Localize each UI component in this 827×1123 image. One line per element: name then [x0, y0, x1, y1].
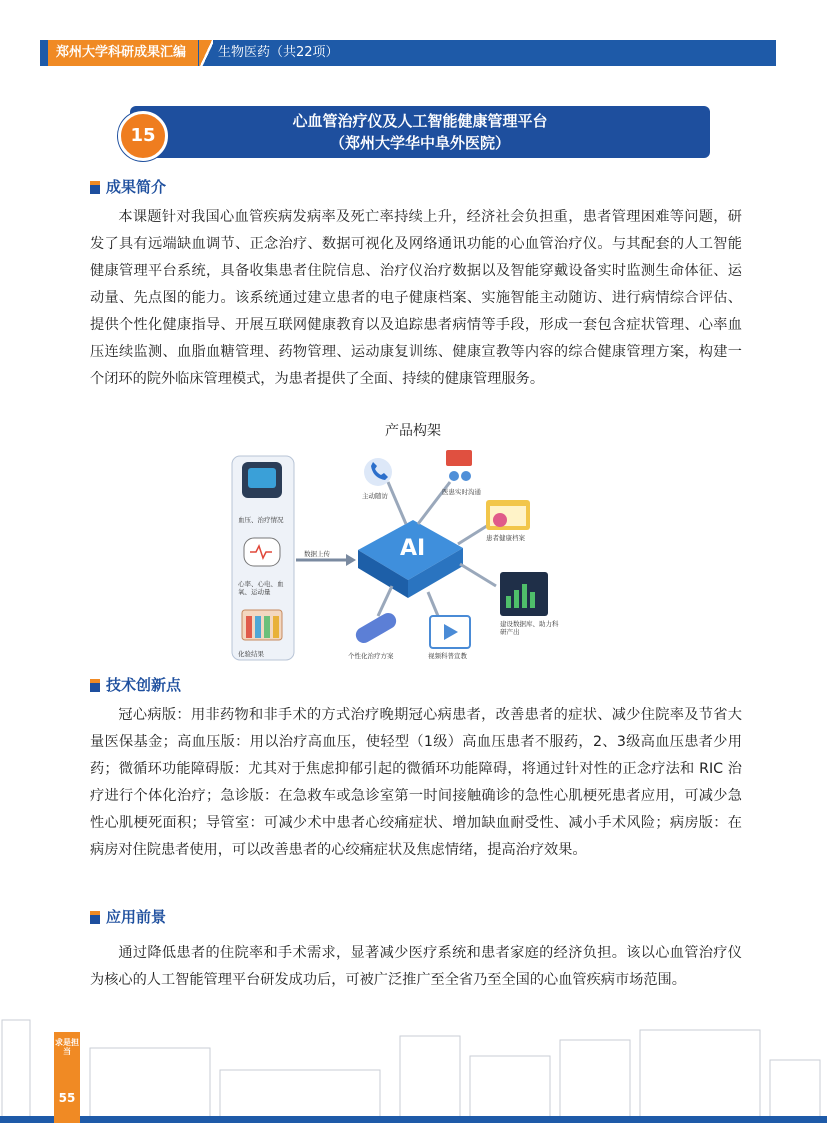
label-heart-rate: 心率、心电、血氧、运动量 — [238, 580, 284, 596]
title-line-1: 心血管治疗仪及人工智能健康管理平台 — [292, 112, 548, 130]
university-motto: 求是担当 — [55, 1038, 79, 1056]
section-marker-icon — [90, 679, 100, 692]
label-database: 建设数据库、助力科研产出 — [500, 620, 559, 636]
label-active-followup: 主动随访 — [362, 492, 388, 500]
title-line-2: （郑州大学华中阜外医院） — [329, 134, 510, 152]
header-publication-title: 郑州大学科研成果汇编 — [48, 40, 198, 66]
section-heading-intro — [90, 176, 166, 197]
section-heading-innovation — [90, 674, 181, 695]
page-tab — [54, 1032, 80, 1123]
label-personalized-plan: 个性化治疗方案 — [348, 652, 394, 660]
label-blood-pressure: 血压、治疗情况 — [238, 516, 284, 524]
title-banner — [130, 106, 710, 158]
section-heading-text: 成果简介 — [106, 178, 167, 196]
chat-icon — [446, 450, 472, 466]
campus-skyline-illustration — [0, 1000, 827, 1123]
ai-label: AI — [400, 536, 426, 561]
header-divider — [199, 40, 213, 66]
diagram-title: 产品构架 — [385, 423, 441, 439]
header-category: 生物医药（共22项） — [218, 45, 339, 60]
prospect-paragraph: 通过降低患者的住院率和手术需求，显著减少医疗系统和患者家庭的经济负担。该以心血管治疗仪为核心的人工智能管理平台研发成功后，可被广泛推广至全省乃至全国的心血管疾病市场范围。 — [90, 945, 742, 988]
label-test-results: 化验结果 — [238, 650, 264, 658]
intro-paragraph: 本课题针对我国心血管疾病发病率及死亡率持续上升，经济社会负担重，患者管理困难等问题，研发了具有远端缺血调节、正念治疗、数据可视化及网络通讯功能的心血管治疗仪。与其配套的人工智能健康管理平台系统，具备收集患者住院信息、治疗仪治疗数据以及智能穿戴设备实时监测生命体征、运动量、先点图的能力。该系统通过建立患者的电子健康档案、实施智能主动随访、进行病情综合评估、提供个性化健康指导、开展互联网健康教育以及追踪患者病情等手段，形成一套包含症状管理、心率血压连续监测、血脂血糖管理、药物管理、运动康复训练、健康宣教等内容的综合健康管理方案，构建一个闭环的院外临床管理模式，为患者提供了全面、持续的健康管理服务。 — [90, 209, 742, 387]
innovation-paragraph: 冠心病版：用非药物和非手术的方式治疗晚期冠心病患者，改善患者的症状、减少住院率及节省大量医保基金；高血压版：用以治疗高血压，使轻型（1级）高血压患者不服药，2、3级高血压患者少用药；微循环功能障碍版：尤其对于焦虑抑郁引起的微循环功能障碍，将通过针对性的正念疗法和 RIC 治疗进行个体化治疗；急诊版：在急救车或急诊室第一时间接触确诊的急性心肌梗死患者应用，可减少急性心肌梗死面积；导管室：可减少术中患者心绞痛症状、增加缺血耐受性、减小手术风险；病房版：在病房对住院患者使用，可以改善患者的心绞痛症状及焦虑情绪，提高治疗效果。 — [90, 707, 742, 858]
section-marker-icon — [90, 181, 100, 194]
label-health-record: 患者健康档案 — [486, 534, 525, 542]
label-data-upload: 数据上传 — [304, 550, 330, 558]
product-architecture-diagram — [228, 420, 598, 662]
section-marker-icon — [90, 911, 100, 924]
page-number: 55 — [58, 1091, 76, 1105]
section-heading-text: 技术创新点 — [106, 676, 182, 694]
footer-bar — [0, 1116, 827, 1123]
smartwatch-icon — [244, 538, 280, 566]
section-heading-prospect — [90, 906, 166, 927]
label-doctor-patient-chat: 医患实时沟通 — [442, 488, 481, 496]
phone-icon — [364, 458, 392, 486]
section-heading-text: 应用前景 — [106, 908, 167, 926]
pill-icon — [353, 610, 399, 646]
item-number-badge: 15 — [118, 111, 168, 161]
label-video-education: 视频科普宣教 — [428, 652, 467, 660]
